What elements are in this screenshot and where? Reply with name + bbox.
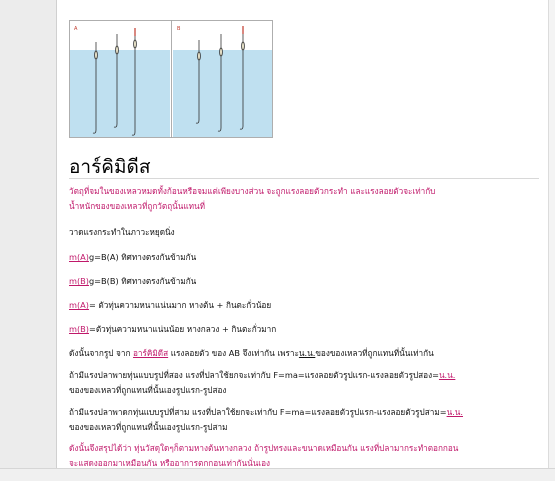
weight-abbrev: น.น. bbox=[446, 407, 463, 417]
page-title: อาร์คิมิดีส bbox=[69, 156, 151, 178]
paragraph-conclusion-ab bbox=[69, 346, 537, 361]
water-region-b bbox=[173, 50, 272, 137]
weight-abbrev: น.น. bbox=[438, 370, 456, 380]
paragraph-mb-equation bbox=[69, 274, 537, 289]
paragraph-ma-equation bbox=[69, 250, 537, 265]
document-page bbox=[56, 0, 550, 468]
summary-line-2: จะแสดงออกมาเหมือนกัน หรืออาการตกกอนเท่ากันนั่นเอง bbox=[69, 458, 271, 468]
conclusion-text-middle: แรงลอยตัว ของ AB จึงเท่ากัน เพราะ bbox=[168, 348, 299, 358]
intro-line-1: วัตถุที่จมในของเหลวหมดทั้งก้อนหรือจมแต่เพียงบางส่วน จะถูกแรงลอยตัวกระทำ และแรงลอยตัวจะเท่ากับ bbox=[69, 186, 436, 196]
figure-three-line-1: ถ้ามีแรงปลาพาดกทุ่นแบบรูปที่สาม แรงที่ปลาใช้ยกจะเท่ากับ F=ma=แรงลอยตัวรูปแรก-แรงลอยตัวรูปสาม= bbox=[69, 407, 447, 417]
paragraph-static-forces: วาดแรงกระทำในภาวะหยุดนิ่ง bbox=[69, 227, 175, 237]
vertical-scrollbar[interactable] bbox=[548, 0, 555, 480]
weight-abbrev: น.น. bbox=[298, 348, 316, 358]
conclusion-text-start: ดังนั้นจากรูป จาก bbox=[69, 348, 134, 358]
figure-two-line-2: ของของเหลวที่ถูกแทนที่นั้นเองรูปแรก-รูปสอง bbox=[69, 385, 227, 395]
paragraph-mb-definition bbox=[69, 322, 537, 337]
mass-b-term: m(B) bbox=[69, 276, 89, 286]
figure-three-line-2: ของของเหลวที่ถูกแทนที่นั้นเองรูปแรก-รูปสาม bbox=[69, 422, 228, 432]
panel-a-label: A bbox=[74, 26, 78, 32]
archimedes-link[interactable]: อาร์คิมิดีส bbox=[133, 348, 169, 358]
paragraph-figure-three bbox=[69, 405, 537, 435]
conclusion-text-end: ของของเหลวที่ถูกแทนที่นั้นเท่ากัน bbox=[315, 348, 434, 358]
title-divider bbox=[69, 178, 539, 179]
paragraph-ma-definition bbox=[69, 298, 537, 313]
intro-line-2: น้ำหนักของของเหลวที่ถูกวัตถุนั้นแทนที่ bbox=[69, 201, 206, 211]
summary-line-1: ดังนั้นจึงสรุปได้ว่า ทุ่นวัสดุใดๆก็ตามหางต้นหางกลวง ถ้ารูปทรงและขนาดเหมือนกัน แรงที่ปลามากระทำตอกกอน bbox=[69, 443, 459, 453]
ma-definition-text: = ตัวทุ่นความหนาแน่นมาก หางต้น + กินตะกั่วน้อย bbox=[88, 300, 272, 310]
mb-equation-text: g=B(B) ทิศทางตรงกันข้ามกัน bbox=[88, 276, 197, 286]
panel-b-label: B bbox=[177, 26, 181, 32]
mb-definition-text: =ตัวทุ่นความหนาแน่นน้อย หางกลวง + กินตะกั่วมาก bbox=[88, 324, 277, 334]
status-bar bbox=[0, 468, 555, 481]
figure-two-line-1: ถ้ามีแรงปลาพายทุ่นแบบรูปที่สอง แรงที่ปลาใช้ยกจะเท่ากับ F=ma=แรงลอยตัวรูปแรก-แรงลอยตัวรูปสอง= bbox=[69, 370, 439, 380]
paragraph-figure-two bbox=[69, 368, 537, 398]
intro-paragraph bbox=[69, 184, 537, 214]
ma-equation-text: g=B(A) ทิศทางตรงกันข้ามกัน bbox=[88, 252, 197, 262]
float-diagram bbox=[69, 20, 273, 138]
mass-b-term: m(B) bbox=[69, 324, 89, 334]
paragraph-summary bbox=[69, 441, 537, 468]
water-region-a bbox=[70, 50, 170, 137]
mass-a-term: m(A) bbox=[69, 300, 89, 310]
mass-a-term: m(A) bbox=[69, 252, 89, 262]
